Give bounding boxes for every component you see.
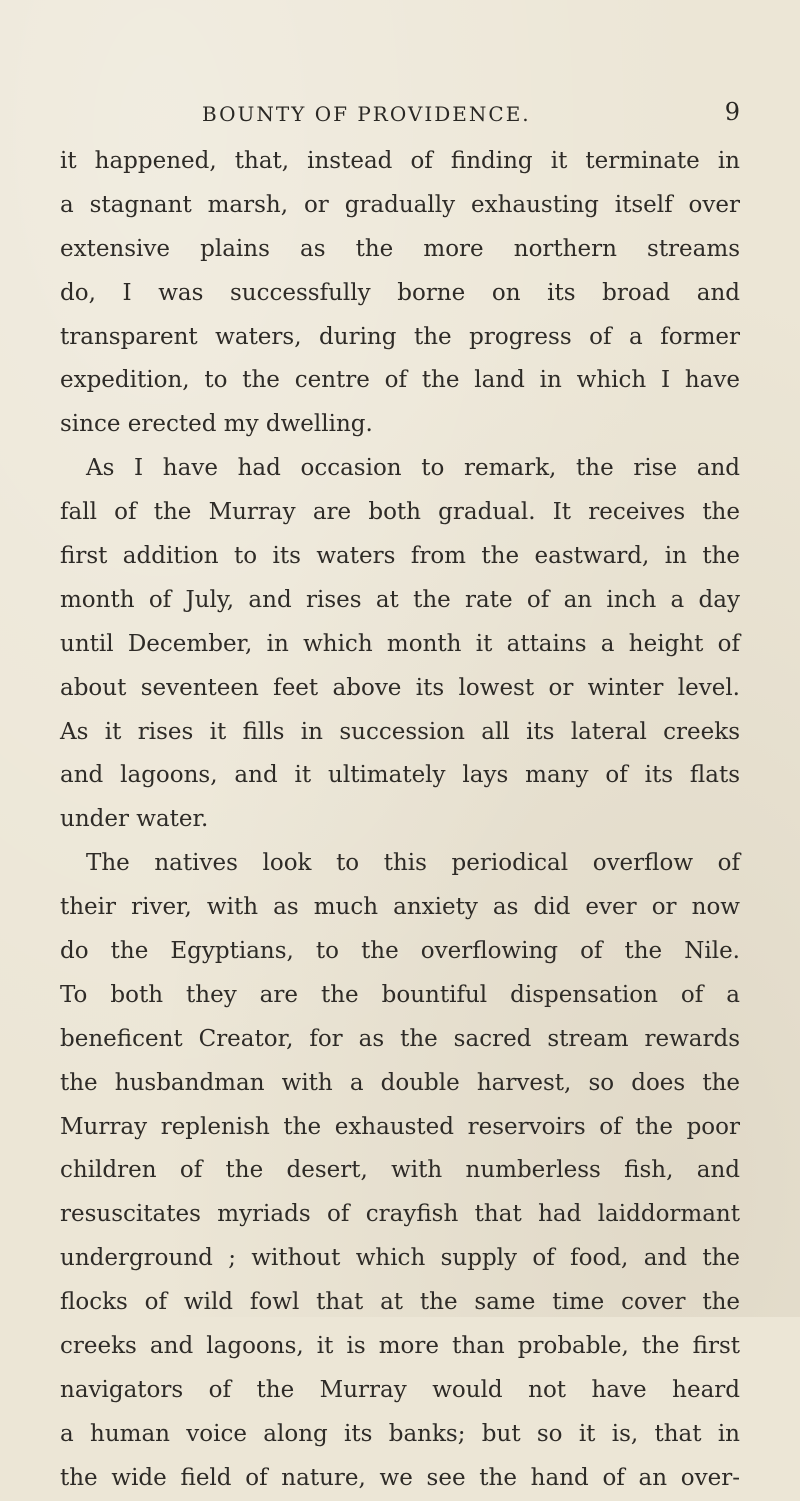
text-line: it happened, that, instead of finding it terminate in: [60, 148, 740, 174]
text-line: and lagoons, and it ultimately lays many of its flats: [60, 762, 740, 789]
text-line: the wide field of nature, we see the hand of an over-: [60, 1464, 740, 1491]
text-line: since erected my dwelling.: [60, 411, 373, 438]
text-line: flocks of wild fowl that at the same time cover the: [60, 1289, 740, 1316]
text-line: a stagnant marsh, or gradually exhausting itself over: [60, 191, 740, 218]
text-line: transparent waters, during the progress of a former: [60, 323, 740, 350]
text-line: fall of the Murray are both gradual. It receives the: [60, 499, 740, 526]
text-line: The natives look to this periodical overflow of: [86, 850, 740, 877]
page-number: 9: [724, 98, 740, 126]
text-line: expedition, to the centre of the land in which I have: [60, 367, 740, 394]
body-text: [60, 140, 740, 1501]
text-line: their river, with as much anxiety as did ever or now: [60, 894, 740, 921]
text-line: month of July, and rises at the rate of an inch a day: [60, 586, 740, 613]
text-line: children of the desert, with numberless fish, and: [60, 1157, 740, 1184]
text-line: creeks and lagoons, it is more than probable, the first: [60, 1333, 740, 1360]
text-line: beneficent Creator, for as the sacred stream rewards: [60, 1025, 740, 1052]
text-line: under water.: [60, 806, 209, 833]
text-line: As it rises it fills in succession all its lateral creeks: [60, 718, 740, 745]
text-line: the husbandman with a double harvest, so does the: [60, 1069, 740, 1096]
text-line: resuscitates myriads of crayfish that had laiddormant: [60, 1201, 740, 1228]
text-line: do, I was successfully borne on its broad and: [60, 279, 740, 306]
text-line: As I have had occasion to remark, the rise and: [86, 455, 740, 482]
text-line: do the Egyptians, to the overflowing of the Nile.: [60, 938, 740, 965]
text-line: Murray replenish the exhausted reservoirs of the poor: [60, 1113, 740, 1140]
text-line: underground ; without which supply of food, and the: [60, 1245, 740, 1272]
running-head: [60, 98, 740, 132]
text-line: first addition to its waters from the eastward, in the: [60, 543, 740, 570]
running-title: BOUNTY OF PROVIDENCE.: [202, 102, 531, 126]
text-line: extensive plains as the more northern streams: [60, 235, 740, 262]
text-line: navigators of the Murray would not have heard: [60, 1376, 740, 1403]
text-line: To both they are the bountiful dispensation of a: [60, 981, 740, 1008]
text-line: about seventeen feet above its lowest or winter level.: [60, 674, 740, 701]
text-line: until December, in which month it attains a height of: [60, 630, 740, 657]
text-line: a human voice along its banks; but so it is, that in: [60, 1420, 740, 1447]
